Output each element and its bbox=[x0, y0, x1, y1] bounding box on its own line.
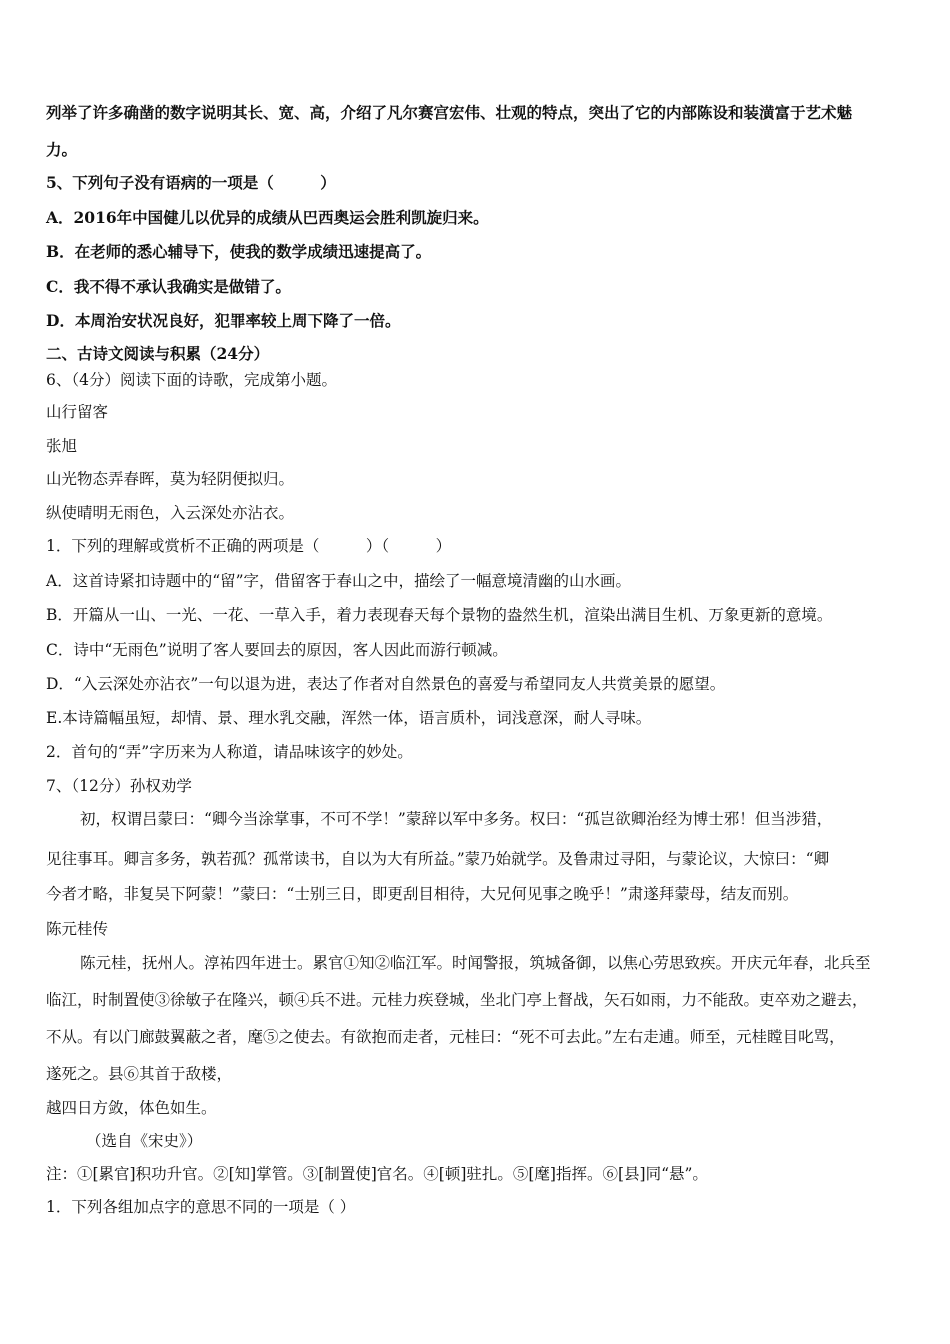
passage2-line-3: 不从。有以门廊鼓翼蔽之者，麾⑤之使去。有欲抱而走者，元桂曰：“死不可去此。”左右走逋。师至，元桂瞠目叱骂， bbox=[46, 1028, 845, 1046]
q6-stem: 6、（4分）阅读下面的诗歌，完成第小题。 bbox=[46, 371, 337, 389]
q6-option-c: C．诗中“无雨色”说明了客人要回去的原因，客人因此而游行顿减。 bbox=[46, 641, 508, 659]
passage-notes: 注：①[累官]积功升官。②[知]掌管。③[制置使]官名。④[顿]驻扎。⑤[麾]指挥。⑥[县]同“悬”。 bbox=[46, 1165, 708, 1183]
passage1-line-2: 见往事耳。卿言多务，孰若孤？孤常读书，自以为大有所益。”蒙乃始就学。及鲁肃过寻阳，与蒙论议，大惊曰：“卿 bbox=[46, 850, 830, 868]
q6-sub-question-2: 2．首句的“弄”字历来为人称道，请品味该字的妙处。 bbox=[46, 743, 413, 761]
q7-stem: 7、（12分）孙权劝学 bbox=[46, 777, 192, 795]
poem-title: 山行留客 bbox=[46, 403, 109, 421]
q7-sub-question-1: 1．下列各组加点字的意思不同的一项是（ ） bbox=[46, 1198, 356, 1216]
q6-option-a: A．这首诗紧扣诗题中的“留”字，借留客于春山之中，描绘了一幅意境清幽的山水画。 bbox=[46, 572, 632, 590]
q6-sub-question-1: 1．下列的理解或赏析不正确的两项是（ ）（ ） bbox=[46, 537, 452, 555]
poem-line-1: 山光物态弄春晖，莫为轻阴便拟归。 bbox=[46, 470, 295, 488]
q6-option-b: B．开篇从一山、一光、一花、一草入手，着力表现春天每个景物的盎然生机，渲染出满目生机、万象更新的意境。 bbox=[46, 606, 833, 624]
passage2-line-5: 越四日方敛，体色如生。 bbox=[46, 1099, 217, 1117]
poem-author: 张旭 bbox=[46, 437, 78, 455]
passage2-source: （选自《宋史》） bbox=[86, 1132, 203, 1150]
section-2-heading: 二、古诗文阅读与积累（24分） bbox=[46, 344, 270, 363]
passage2-line-1: 陈元桂，抚州人。淳祐四年进士。累官①知②临江军。时闻警报，筑城备御，以焦心劳思致疾。开庆元年春，北兵至 bbox=[80, 954, 871, 972]
q5-option-d: D．本周治安状况良好，犯罪率较上周下降了一倍。 bbox=[46, 311, 401, 330]
intro-line-2: 力。 bbox=[46, 140, 78, 159]
q5-option-c: C．我不得不承认我确实是做错了。 bbox=[46, 277, 291, 296]
q6-option-d: D．“入云深处亦沾衣”一句以退为进，表达了作者对自然景色的喜爱与希望同友人共赏美景的愿望。 bbox=[46, 675, 726, 693]
poem-line-2: 纵使晴明无雨色，入云深处亦沾衣。 bbox=[46, 504, 295, 522]
passage1-line-1: 初，权谓吕蒙曰：“卿今当涂掌事，不可不学！”蒙辞以军中多务。权曰：“孤岂欲卿治经为博士邪！但当涉猎， bbox=[80, 810, 833, 828]
q6-option-e: E.本诗篇幅虽短，却情、景、理水乳交融，浑然一体，语言质朴，词浅意深，耐人寻味。 bbox=[46, 709, 652, 727]
passage2-title: 陈元桂传 bbox=[46, 920, 109, 938]
passage2-line-4: 遂死之。县⑥其首于敌楼， bbox=[46, 1065, 233, 1083]
q5-stem: 5、下列句子没有语病的一项是（ ） bbox=[46, 173, 336, 192]
passage1-line-3: 今者才略，非复吴下阿蒙！”蒙曰：“士别三日，即更刮目相待，大兄何见事之晚乎！”肃遂拜蒙母，结友而别。 bbox=[46, 885, 799, 903]
q5-option-a: A．2016年中国健儿以优异的成绩从巴西奥运会胜利凯旋归来。 bbox=[46, 208, 489, 227]
passage2-line-2: 临江，时制置使③徐敏子在隆兴，顿④兵不进。元桂力疾登城，坐北门亭上督战，矢石如雨，力不能敌。吏卒劝之避去， bbox=[46, 991, 868, 1009]
q5-option-b: B．在老师的悉心辅导下，使我的数学成绩迅速提高了。 bbox=[46, 242, 432, 261]
intro-line-1: 列举了许多确凿的数字说明其长、宽、高，介绍了凡尔赛宫宏伟、壮观的特点，突出了它的内部陈设和装潢富于艺术魅 bbox=[46, 103, 853, 122]
